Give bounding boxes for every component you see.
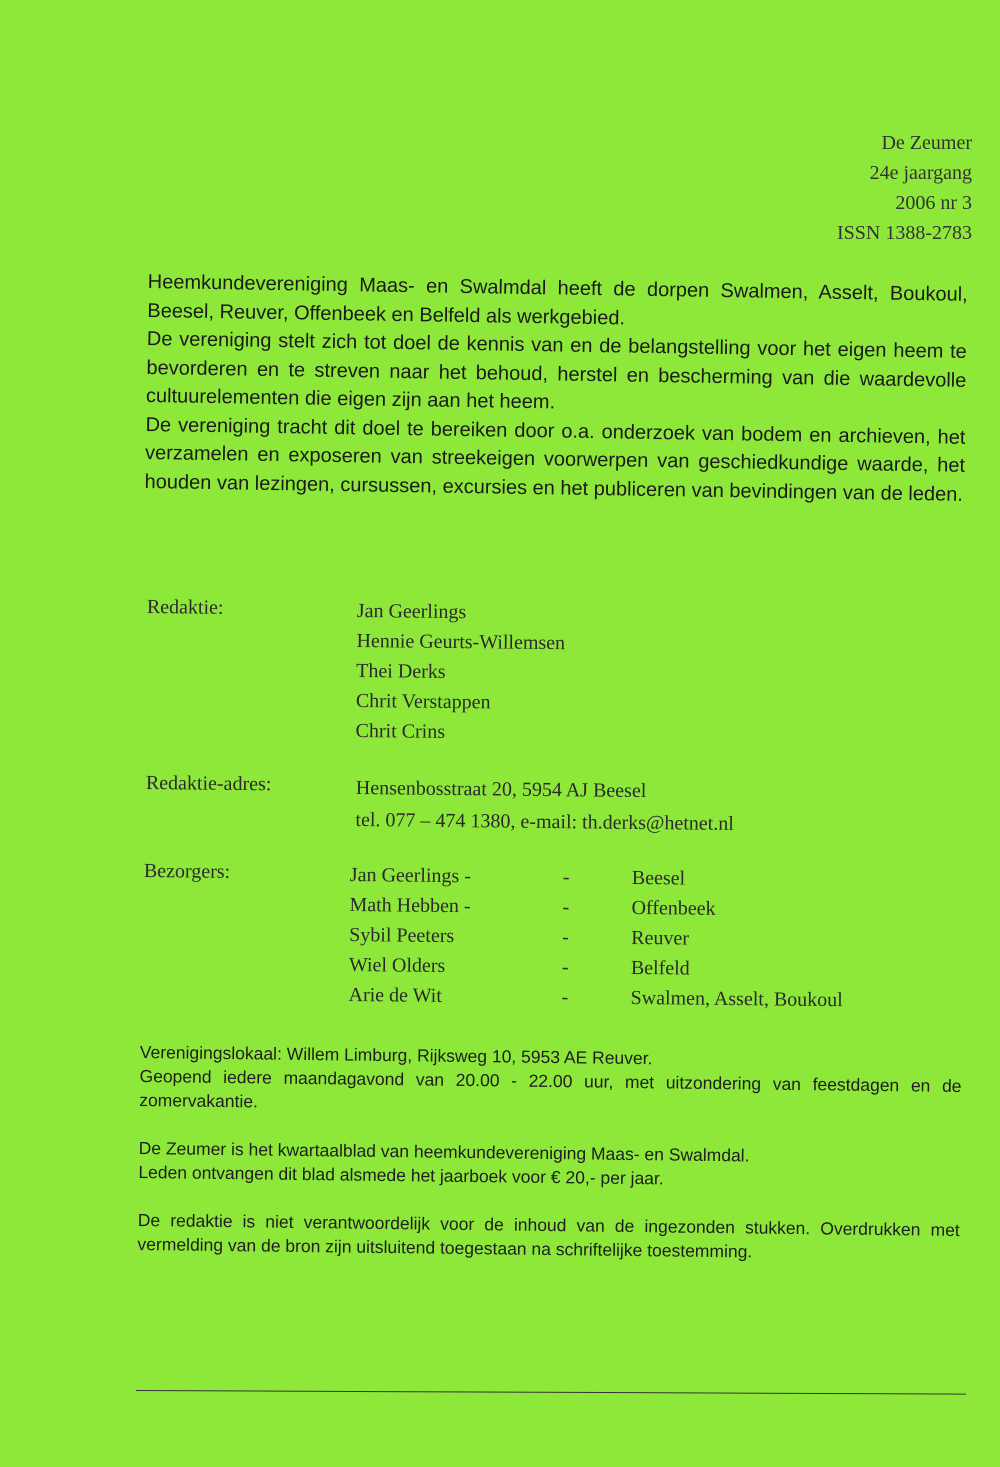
meeting-location: Verenigingslokaal: Willem Limburg, Rijksweg 10, 5953 AE Reuver. — [139, 1041, 653, 1069]
intro-paragraph-means: De vereniging tracht dit doel te bereiken door o.a. onderzoek van bodem en archieven, het verzamelen en exposeren van streekeigen voorwerpen van geschiedkundige waarde, het houden van lezingen, cursussen, excursies en het publiceren van bevindingen van de leden. — [144, 413, 966, 506]
bezorger-separator: - — [562, 896, 570, 919]
intro-paragraph-workarea: Heemkundevereniging Maas- en Swalmdal heeft de dorpen Swalmen, Asselt, Boukoul, Beesel, Reuver, Offenbeek en Belfeld als werkgebied. — [147, 270, 968, 329]
redaktie-member: Thei Derks — [356, 659, 446, 683]
bezorger-town: Reuver — [631, 926, 690, 950]
quarterly-statement: De Zeumer is het kwartaalblad van heemkundevereniging Maas- en Swalmdal. — [138, 1137, 750, 1166]
opening-hours: Geopend iedere maandagavond van 20.00 - 22.00 uur, met uitzondering van feestdagen en de zomervakantie. — [139, 1065, 962, 1112]
intro-text — [144, 268, 967, 509]
redaktie-member: Hennie Geurts-Willemsen — [356, 629, 566, 655]
bezorger-name: Arie de Wit — [348, 983, 442, 1007]
magazine-title: De Zeumer — [881, 132, 972, 154]
redaktie-adres — [355, 772, 734, 840]
bezorger-separator: - — [561, 986, 569, 1009]
bezorgers-list — [348, 860, 843, 1012]
bezorger-separator: - — [561, 956, 569, 979]
disclaimer: De redaktie is niet verantwoordelijk voor de inhoud van de ingezonden stukken. Overdrukken met vermelding van de bron zijn uitsluitend toegestaan na schriftelijke toestemming. — [137, 1209, 960, 1262]
redaktie-members — [355, 596, 565, 748]
intro-paragraph-goal: De vereniging stelt zich tot doel de kennis van en de belangstelling voor het eigen heem te bevorderen en te streven naar het behoud, herstel en bescherming van die waardevolle cultuurelementen die eigen zijn aan het heem. — [145, 327, 967, 414]
bezorger-name: Jan Geerlings - — [349, 863, 472, 888]
masthead — [837, 128, 972, 248]
redaktie-member: Jan Geerlings — [356, 599, 467, 624]
bezorger-town: Beesel — [631, 866, 686, 890]
volume-number: 24e jaargang — [869, 162, 972, 184]
redaktie-member: Chrit Verstappen — [355, 689, 491, 714]
bezorger-town: Swalmen, Asselt, Boukoul — [630, 986, 843, 1012]
redaktie-label: Redaktie: — [146, 596, 224, 619]
membership-info — [138, 1136, 961, 1194]
bezorger-town: Belfeld — [630, 956, 690, 980]
bottom-divider — [136, 1390, 966, 1395]
bezorger-separator: - — [562, 866, 570, 889]
redaktie-member: Chrit Crins — [355, 719, 446, 743]
issn-number: ISSN 1388-2783 — [836, 222, 972, 244]
contact-line: tel. 077 – 474 1380, e-mail: th.derks@hetnet.nl — [355, 808, 734, 835]
bezorger-town: Offenbeek — [631, 896, 716, 920]
issue-number: 2006 nr 3 — [895, 192, 972, 214]
bezorger-name: Math Hebben - — [349, 893, 471, 918]
footer-text — [137, 1040, 962, 1290]
bezorger-separator: - — [562, 926, 569, 949]
membership-fee: Leden ontvangen dit blad alsmede het jaarboek voor € 20,- per jaar. — [138, 1161, 664, 1189]
meeting-place — [139, 1040, 962, 1122]
bezorger-name: Sybil Peeters — [349, 923, 455, 948]
bezorgers-label: Bezorgers: — [143, 860, 231, 883]
address-line: Hensenbosstraat 20, 5954 AJ Beesel — [355, 776, 647, 803]
redaktie-adres-label: Redaktie-adres: — [145, 772, 272, 796]
bezorger-name: Wiel Olders — [348, 953, 446, 978]
